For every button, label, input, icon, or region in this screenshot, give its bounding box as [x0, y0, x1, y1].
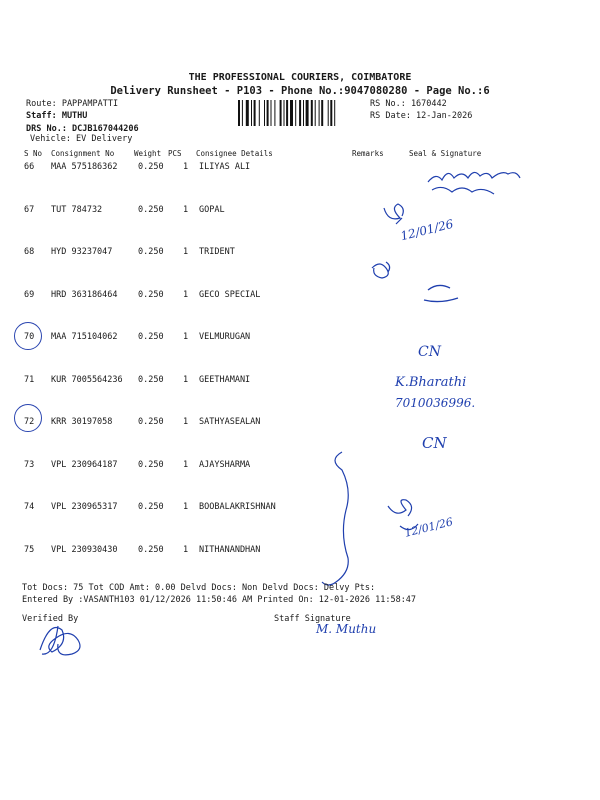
entered-by-line: Entered By :VASANTH103 01/12/2026 11:50:46 AM Printed On: 12-01-2026 11:58:47: [22, 595, 417, 605]
runsheet-heading: Delivery Runsheet - P103 - Phone No.:9047080280 - Page No.:6: [110, 85, 490, 97]
row-pcs: 1: [183, 544, 189, 555]
row-sno: 73: [24, 459, 35, 470]
col-remarks: Remarks: [352, 149, 384, 158]
row-consignee: GEETHAMANI: [199, 374, 251, 385]
row-pcs: 1: [183, 162, 189, 172]
staff-signature-label: Staff Signature: [274, 614, 351, 624]
row-sno: 67: [24, 204, 35, 215]
row-70-mark: CN: [418, 344, 441, 360]
col-seal: Seal & Signature: [409, 149, 482, 158]
drs-number: DRS No.: DCJB167044206: [26, 124, 139, 134]
row-consignment: TUT 784732: [51, 204, 103, 215]
row-consignment: KRR 30197058: [51, 417, 113, 427]
signature-row-67: [384, 204, 403, 224]
row-consignee: NITHANANDHAN: [199, 544, 261, 555]
row-weight: 0.250: [138, 417, 164, 427]
row-71-phone: 7010036996.: [395, 396, 476, 410]
row-consignee: TRIDENT: [199, 247, 235, 257]
row-72-mark: CN: [422, 434, 447, 452]
row-sno: 70: [24, 332, 35, 342]
row-weight: 0.250: [138, 459, 164, 470]
row-weight: 0.250: [138, 162, 164, 172]
row-consignee: BOOBALAKRISHNAN: [199, 502, 276, 512]
row-consignee: GOPAL: [199, 204, 225, 215]
verified-signature: [40, 626, 80, 655]
row-pcs: 1: [183, 502, 189, 512]
row-consignment: VPL 230965317: [51, 502, 118, 512]
row-weight: 0.250: [138, 332, 164, 342]
staff-label: Staff: MUTHU: [26, 111, 88, 121]
row-consignee: VELMURUGAN: [199, 332, 251, 342]
circle-row-70: [14, 322, 42, 350]
col-sno: S No: [24, 149, 43, 158]
row-consignee: AJAYSHARMA: [199, 459, 251, 470]
col-weight: Weight: [134, 149, 162, 158]
row-sno: 66: [24, 162, 35, 172]
row-weight: 0.250: [138, 289, 164, 300]
staff-signature: M. Muthu: [316, 622, 377, 636]
row-sno: 68: [24, 247, 35, 257]
row-consignment: KUR 7005564236: [51, 374, 123, 385]
row-weight: 0.250: [138, 374, 164, 385]
bracket-mark: [322, 452, 348, 585]
row-67-date: 12/01/26: [399, 216, 455, 244]
row-consignment: VPL 230930430: [51, 544, 118, 555]
row-pcs: 1: [183, 204, 189, 215]
row-pcs: 1: [183, 459, 189, 470]
row-weight: 0.250: [138, 502, 164, 512]
vehicle-label: Vehicle: EV Delivery: [30, 134, 133, 144]
circle-row-72: [14, 404, 42, 432]
row-consignment: HRD 363186464: [51, 289, 118, 300]
row-pcs: 1: [183, 247, 189, 257]
row-pcs: 1: [183, 417, 189, 427]
rs-date: RS Date: 12-Jan-2026: [370, 111, 473, 121]
signature-row-68: [372, 262, 390, 278]
row-consignment: HYD 93237047: [51, 247, 113, 257]
row-weight: 0.250: [138, 544, 164, 555]
row-consignment: VPL 230964187: [51, 459, 118, 470]
col-consignment: Consignment No: [51, 149, 115, 158]
signature-row-66: [428, 172, 520, 194]
row-pcs: 1: [183, 374, 189, 385]
row-sno: 75: [24, 544, 35, 555]
col-consignee: Consignee Details: [196, 149, 273, 158]
row-pcs: 1: [183, 289, 189, 300]
row-sno: 71: [24, 374, 35, 385]
route-label: Route: PAPPAMPATTI: [26, 99, 119, 109]
row-74-date: 12/01/26: [403, 515, 455, 540]
row-consignment: MAA 575186362: [51, 162, 118, 172]
row-consignee: SATHYASEALAN: [199, 417, 261, 427]
row-sno: 74: [24, 502, 35, 512]
company-title: THE PROFESSIONAL COURIERS, COIMBATORE: [188, 72, 412, 83]
signature-row-69: [424, 285, 458, 301]
row-pcs: 1: [183, 332, 189, 342]
row-71-name: K.Bharathi: [395, 375, 467, 390]
totals-line: Tot Docs: 75 Tot COD Amt: 0.00 Delvd Docs: Non Delvd Docs: Delvy Pts:: [22, 583, 376, 593]
col-pcs: PCS: [168, 149, 182, 158]
row-weight: 0.250: [138, 247, 164, 257]
row-sno: 69: [24, 289, 35, 300]
verified-by-label: Verified By: [22, 614, 79, 624]
row-consignee: GECO SPECIAL: [199, 289, 261, 300]
rs-number: RS No.: 1670442: [370, 99, 447, 109]
row-consignee: ILIYAS ALI: [199, 162, 251, 172]
row-sno: 72: [24, 417, 35, 427]
row-consignment: MAA 715104062: [51, 332, 118, 342]
row-weight: 0.250: [138, 204, 164, 215]
